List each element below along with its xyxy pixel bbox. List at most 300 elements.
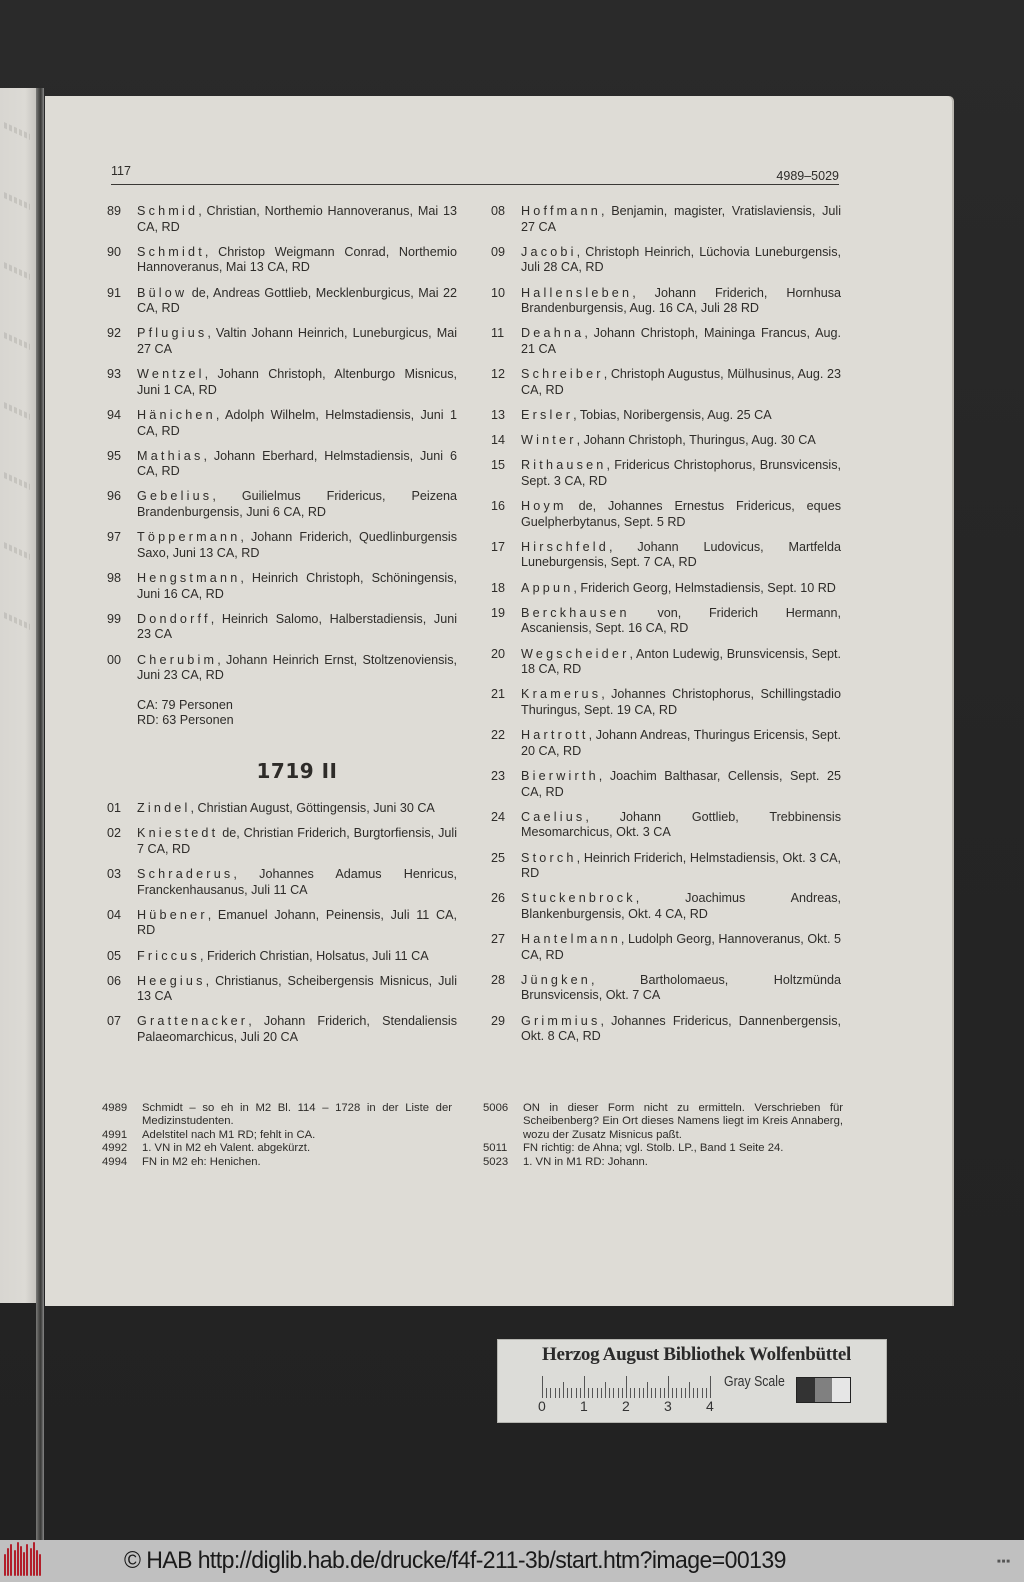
register-entry [107, 867, 457, 898]
stack-edge-mark [4, 122, 30, 140]
register-entry [107, 801, 457, 817]
logo-bar [36, 1550, 38, 1576]
register-entry [491, 932, 841, 963]
entry-surname: Pflugius [137, 326, 208, 341]
entry-text [521, 851, 841, 882]
footnote-number: 4989 [102, 1102, 128, 1114]
entry-number: 27 [491, 932, 506, 947]
entry-surname: Ersler [521, 407, 574, 422]
ruler-tick [672, 1388, 673, 1398]
entry-text [137, 204, 457, 235]
entry-details: , Joachimus Andreas, Blankenburgensis, Okt. 4 CA, RD [521, 891, 841, 921]
entry-details: , Christoph Heinrich, Lüchovia Luneburgensis, Juli 28 CA, RD [521, 244, 841, 275]
entry-text [521, 769, 841, 800]
entry-details: , Joachim Balthasar, Cellensis, Sept. 25 CA, RD [521, 768, 841, 799]
entry-details: , Emanuel Johann, Peinensis, Juli 11 CA, RD [137, 907, 457, 938]
ruler-tick [592, 1388, 593, 1398]
entry-surname: Deahna [521, 326, 585, 341]
entry-details: , Adolph Wilhelm, Helmstadiensis, Juni 1 CA, RD [137, 407, 457, 438]
entry-details: , Fridericus Christophorus, Brunsvicensis, Sept. 3 CA, RD [521, 458, 841, 488]
entry-number: 19 [491, 605, 506, 620]
entry-text [521, 932, 841, 963]
copyright-url[interactable]: © HAB http://diglib.hab.de/drucke/f4f-211-3b/start.htm?image=00139 [124, 1547, 786, 1574]
ruler-label: 4 [706, 1398, 714, 1414]
gray-scale-swatches [796, 1377, 851, 1403]
entry-details: , Johannes Adamus Henricus, Franckenhausanus, Juli 11 CA [137, 866, 457, 897]
entry-details: , Heinrich Christoph, Schöningensis, Juni 16 CA, RD [137, 571, 457, 601]
entry-text [521, 1014, 841, 1045]
section-heading: 1719 II [256, 758, 338, 783]
entry-surname: Hoffmann [521, 204, 601, 218]
entry-number: 21 [491, 687, 506, 702]
entry-text [521, 973, 841, 1004]
entry-text [137, 612, 457, 643]
right-column [491, 204, 841, 1054]
entry-surname: Berckhausen [521, 605, 630, 620]
entry-number: 23 [491, 768, 506, 783]
entry-number: 02 [107, 826, 122, 841]
entry-surname: Appun [521, 580, 574, 595]
stack-edge-mark [4, 542, 30, 560]
entry-number: 26 [491, 891, 506, 906]
entry-surname: Hallensleben [521, 285, 633, 300]
entry-details: von, Friderich Hermann, Ascaniensis, Sept. 16 CA, RD [521, 605, 841, 636]
entry-text [521, 245, 841, 276]
entry-details: , Christoph Augustus, Mülhusinus, Aug. 23 CA, RD [521, 367, 841, 397]
ruler-label: 3 [664, 1398, 672, 1414]
summary-counts [107, 698, 457, 729]
ruler-tick [668, 1376, 669, 1398]
entry-number: 14 [491, 433, 506, 448]
footer-mark: ■■■ [997, 1559, 1011, 1565]
entry-details: , Johann Ludovicus, Martfelda Luneburgensis, Sept. 7 CA, RD [521, 539, 841, 570]
stack-edge-mark [4, 192, 30, 210]
ruler-tick [643, 1388, 644, 1398]
ruler-tick [613, 1388, 614, 1398]
hab-logo-icon [4, 1544, 44, 1578]
register-entry [107, 530, 457, 561]
logo-bar [7, 1548, 9, 1576]
entry-number: 25 [491, 850, 506, 865]
entry-text [137, 367, 457, 398]
entry-details: , Johann Friderich, Hornhusa Brandenburgensis, Aug. 16 CA, Juli 28 RD [521, 285, 841, 316]
entry-surname: Hoym [521, 499, 567, 514]
entry-text [137, 286, 457, 317]
entry-details: , Christian August, Göttingensis, Juni 30 CA [190, 800, 435, 815]
entry-text [137, 908, 457, 939]
logo-bar [39, 1554, 41, 1576]
ruler-scale [542, 1376, 714, 1398]
entry-text [521, 499, 841, 530]
entry-number: 92 [107, 326, 122, 341]
entry-details: , Bartholomaeus, Holtzmünda Brunsvicensis, Okt. 7 CA [521, 972, 841, 1003]
register-entry [107, 949, 457, 965]
ruler-label: 2 [622, 1398, 630, 1414]
entry-surname: Grimmius [521, 1013, 601, 1028]
entry-surname: Winter [521, 433, 577, 448]
entry-text [521, 204, 841, 235]
gray-swatch [832, 1378, 850, 1402]
summary-ca: CA: 79 Personen [137, 697, 233, 712]
left-column [107, 204, 457, 1055]
footnote [102, 1102, 452, 1129]
register-entry [107, 612, 457, 643]
entry-surname: Schmidt [137, 244, 205, 259]
logo-bar [33, 1542, 35, 1576]
entry-details: , Johann Christoph, Altenburgo Misnicus, Juni 1 CA, RD [137, 367, 457, 397]
entry-text [137, 801, 457, 817]
entry-details: , Johann Friderich, Stendaliensis Palaeomarchicus, Juli 20 CA [137, 1014, 457, 1045]
entry-text [521, 326, 841, 357]
entry-number: 10 [491, 285, 506, 300]
ruler-label: 0 [538, 1398, 546, 1414]
logo-bar [4, 1554, 6, 1576]
color-target-card [497, 1339, 887, 1423]
register-entry [107, 326, 457, 357]
entry-text [521, 367, 841, 398]
register-entry [107, 1014, 457, 1045]
entry-text [521, 728, 841, 759]
ruler-tick [706, 1388, 707, 1398]
entry-text [137, 1014, 457, 1045]
entry-surname: Schraderus [137, 866, 234, 881]
footnote-text: FN richtig: de Ahna; vgl. Stolb. LP., Band 1 Seite 24. [523, 1142, 784, 1155]
entry-text [521, 408, 841, 424]
entry-number: 99 [107, 611, 122, 626]
footnote-number: 4994 [102, 1155, 128, 1168]
entry-number: 93 [107, 367, 122, 382]
entry-number: 03 [107, 866, 122, 881]
register-entry [491, 458, 841, 489]
register-entry [107, 908, 457, 939]
register-entry [107, 826, 457, 857]
entry-details: , Johann Andreas, Thuringus Ericensis, Sept. 20 CA, RD [521, 728, 841, 758]
footnote-number: 5006 [483, 1102, 509, 1114]
ruler-tick [618, 1388, 619, 1398]
entry-details: , Johann Christoph, Maininga Francus, Aug. 21 CA [521, 326, 841, 356]
entry-number: 16 [491, 499, 506, 514]
entry-details: , Johann Friderich, Quedlinburgensis Saxo, Juni 13 CA, RD [137, 530, 457, 560]
footnote-number: 4991 [102, 1128, 128, 1141]
entry-surname: Jacobi [521, 244, 577, 259]
ruler-tick [655, 1388, 656, 1398]
footnote [483, 1156, 843, 1169]
entry-number: 24 [491, 809, 506, 824]
entry-surname: Zindel [137, 800, 191, 815]
ruler-tick [697, 1388, 698, 1398]
register-entry [491, 540, 841, 571]
entry-surname: Hengstmann [137, 571, 241, 586]
ruler-labels [538, 1398, 728, 1416]
entry-surname: Töppermann [137, 530, 241, 545]
entry-text [137, 449, 457, 480]
entry-text [137, 867, 457, 898]
entry-surname: Hübener [137, 907, 208, 922]
ruler-tick [647, 1382, 648, 1398]
stack-edge-mark [4, 262, 30, 280]
entry-details: , Johann Heinrich Ernst, Stoltzenoviensis, Juni 23 CA, RD [137, 652, 457, 683]
ruler-tick [693, 1388, 694, 1398]
entry-details: , Anton Ludewig, Brunsvicensis, Sept. 18 CA, RD [521, 646, 841, 677]
entry-text [137, 653, 457, 684]
register-entry [491, 245, 841, 276]
entry-number: 15 [491, 458, 506, 473]
entry-number: 89 [107, 204, 122, 218]
ruler-tick [651, 1388, 652, 1398]
register-entry [107, 286, 457, 317]
register-entry [491, 606, 841, 637]
ruler-tick [609, 1388, 610, 1398]
entry-surname: Schmid [137, 204, 199, 218]
ruler-tick [546, 1388, 547, 1398]
entry-details: , Ludolph Georg, Hannoveranus, Okt. 5 CA, RD [521, 932, 841, 962]
entry-surname: Caelius [521, 809, 586, 824]
ruler-tick [626, 1376, 627, 1398]
page-number: 117 [111, 164, 131, 178]
entry-number: 94 [107, 407, 122, 422]
register-entry [107, 367, 457, 398]
entry-text [521, 433, 841, 449]
footnote-number: 5023 [483, 1155, 509, 1168]
ruler-tick [605, 1382, 606, 1398]
ruler-tick [597, 1388, 598, 1398]
entry-number: 13 [491, 407, 506, 422]
logo-bar [20, 1546, 22, 1576]
footnote-text: Schmidt – so eh in M2 Bl. 114 – 1728 in der Liste der Medizinstudenten. [142, 1102, 452, 1128]
entry-number: 95 [107, 448, 122, 463]
entry-text [137, 489, 457, 520]
entry-surname: Wegscheider [521, 646, 630, 661]
register-entry [491, 647, 841, 678]
ruler-tick [563, 1382, 564, 1398]
entry-text [521, 687, 841, 718]
register-entry [491, 851, 841, 882]
entry-surname: Hantelmann [521, 932, 621, 947]
entry-text [521, 286, 841, 317]
entry-surname: Kniestedt [137, 826, 219, 841]
register-entry [491, 581, 841, 597]
entry-details: , Guilielmus Fridericus, Peizena Brandenburgensis, Juni 6 CA, RD [137, 489, 457, 520]
ruler-tick [639, 1388, 640, 1398]
register-entry [491, 1014, 841, 1045]
footnotes-left [102, 1102, 452, 1169]
entry-text [521, 606, 841, 637]
footnote [102, 1156, 452, 1169]
register-entry [491, 891, 841, 922]
register-entry [491, 408, 841, 424]
ruler-tick [555, 1388, 556, 1398]
register-entry [107, 408, 457, 439]
running-head [111, 162, 839, 185]
gray-swatch [815, 1378, 833, 1402]
ruler-tick [681, 1388, 682, 1398]
entry-range: 4989–5029 [776, 169, 839, 183]
entry-details: , Heinrich Salomo, Halberstadiensis, Juni 23 CA [137, 611, 457, 642]
entry-text [521, 581, 841, 597]
gray-scale-label: Gray Scale [724, 1373, 785, 1390]
footer-bar [0, 1540, 1024, 1582]
footnote-text: ON in dieser Form nicht zu ermitteln. Verschrieben für Scheibenberg? Ein Ort dieses Namens liegt im Kreis Annaberg, wozu der Zusatz Misnicus paßt. [523, 1102, 843, 1141]
ruler-tick [542, 1376, 543, 1398]
register-entry [107, 653, 457, 684]
entry-surname: Storch [521, 850, 577, 865]
entry-details: de, Johannes Ernestus Fridericus, eques Guelpherbytanus, Sept. 5 RD [521, 499, 841, 529]
entry-number: 90 [107, 244, 122, 259]
logo-bar [10, 1544, 12, 1576]
entry-details: , Valtin Johann Heinrich, Luneburgicus, Mai 27 CA [137, 326, 457, 356]
entry-number: 22 [491, 728, 506, 743]
register-entry [107, 245, 457, 276]
entry-number: 04 [107, 907, 122, 922]
ruler-tick [710, 1376, 711, 1398]
entry-surname: Friccus [137, 948, 200, 963]
logo-bar [17, 1542, 19, 1576]
logo-bar [14, 1550, 16, 1576]
entry-number: 12 [491, 367, 506, 382]
register-entry [107, 571, 457, 602]
register-entry [107, 489, 457, 520]
entry-details: , Heinrich Friderich, Helmstadiensis, Okt. 3 CA, RD [521, 850, 841, 881]
summary-rd: RD: 63 Personen [137, 713, 234, 728]
entry-text [137, 826, 457, 857]
entry-number: 91 [107, 285, 122, 300]
entry-number: 98 [107, 571, 122, 586]
ruler-tick [664, 1388, 665, 1398]
footnote [483, 1102, 843, 1142]
entry-number: 17 [491, 539, 506, 554]
entry-text [521, 810, 841, 841]
register-entry [107, 204, 457, 235]
entry-text [521, 647, 841, 678]
book-binding [36, 88, 44, 1540]
entry-text [521, 458, 841, 489]
register-entry [491, 326, 841, 357]
entry-number: 96 [107, 489, 122, 504]
entry-surname: Grattenacker [137, 1014, 249, 1029]
entry-details: , Johann Gottlieb, Trebbinensis Mesomarchicus, Okt. 3 CA [521, 809, 841, 840]
register-entry [491, 769, 841, 800]
entry-text [137, 408, 457, 439]
entry-details: , Christop Weigmann Conrad, Northemio Hannoveranus, Mai 13 CA, RD [137, 244, 457, 275]
entry-number: 07 [107, 1014, 122, 1029]
entry-list-1719-ii [107, 801, 457, 1046]
ruler-tick [571, 1388, 572, 1398]
ruler-tick [550, 1388, 551, 1398]
entry-text [521, 891, 841, 922]
entry-number: 08 [491, 204, 506, 218]
entry-text [137, 974, 457, 1005]
ruler-tick [559, 1388, 560, 1398]
entry-details: , Benjamin, magister, Vratislaviensis, Juli 27 CA [521, 204, 841, 234]
ruler-tick [634, 1388, 635, 1398]
register-entry [491, 433, 841, 449]
entry-surname: Hänichen [137, 407, 216, 422]
ruler-tick [622, 1388, 623, 1398]
entry-details: , Johannes Fridericus, Dannenbergensis, Okt. 8 CA, RD [521, 1013, 841, 1044]
entry-surname: Wentzel [137, 367, 205, 382]
entry-surname: Bierwirth [521, 768, 599, 783]
register-entry [491, 499, 841, 530]
stack-edge-mark [4, 472, 30, 490]
footnote-text: 1. VN in M1 RD: Johann. [523, 1155, 648, 1168]
left-page-stack [0, 88, 36, 1303]
entry-details: , Johann Eberhard, Helmstadiensis, Juni 6 CA, RD [137, 448, 457, 479]
register-entry [107, 974, 457, 1005]
entry-surname: Jüngken [521, 972, 592, 987]
ruler-tick [702, 1388, 703, 1398]
entry-details: , Tobias, Noribergensis, Aug. 25 CA [573, 407, 772, 422]
entry-details: , Christian, Northemio Hannoveranus, Mai 13 CA, RD [137, 204, 457, 234]
entry-surname: Dondorff [137, 611, 211, 626]
entry-text [137, 571, 457, 602]
ruler-tick [567, 1388, 568, 1398]
entry-text [137, 326, 457, 357]
gray-swatch [797, 1378, 815, 1402]
entry-number: 97 [107, 530, 122, 545]
entry-details: de, Andreas Gottlieb, Mecklenburgicus, Mai 22 CA, RD [137, 285, 457, 316]
ruler-tick [630, 1388, 631, 1398]
register-entry [491, 810, 841, 841]
entry-surname: Rithausen [521, 458, 607, 473]
entry-number: 11 [491, 326, 505, 341]
entry-text [521, 540, 841, 571]
footnote-text: 1. VN in M2 eh Valent. abgekürzt. [142, 1142, 311, 1155]
ruler-tick [584, 1376, 585, 1398]
entry-surname: Heegius [137, 973, 206, 988]
entry-number: 20 [491, 646, 506, 661]
ruler-tick [689, 1382, 690, 1398]
entry-text [137, 245, 457, 276]
ruler-tick [601, 1388, 602, 1398]
ruler-tick [576, 1388, 577, 1398]
footnote-number: 5011 [483, 1142, 508, 1155]
footnotes-right [483, 1102, 843, 1169]
logo-bar [30, 1548, 32, 1576]
entry-surname: Schreiber [521, 367, 604, 382]
footnote-number: 4992 [102, 1142, 128, 1155]
footnote [483, 1142, 843, 1155]
entry-surname: Kramerus [521, 687, 602, 702]
register-entry [491, 687, 841, 718]
institution-name: Herzog August Bibliothek Wolfenbüttel [542, 1344, 851, 1365]
entry-surname: Gebelius [137, 489, 213, 504]
register-entry [107, 449, 457, 480]
entry-details: , Christianus, Scheibergensis Misnicus, Juli 13 CA [137, 973, 457, 1004]
entry-list-1719-ii-cont [491, 204, 841, 1045]
register-entry [491, 367, 841, 398]
entry-surname: Bülow [137, 285, 188, 300]
logo-bar [26, 1544, 28, 1576]
entry-text [137, 949, 457, 965]
ruler-label: 1 [580, 1398, 588, 1414]
footnote-text: FN in M2 eh: Henichen. [142, 1155, 261, 1168]
entry-details: de, Christian Friderich, Burgtorfiensis, Juli 7 CA, RD [137, 826, 457, 856]
entry-details: , Johannes Christophorus, Schillingstadio Thuringus, Sept. 19 CA, RD [521, 687, 841, 717]
entry-details: , Johann Christoph, Thuringus, Aug. 30 CA [576, 433, 816, 448]
register-entry [491, 286, 841, 317]
ruler-tick [588, 1388, 589, 1398]
entry-number: 29 [491, 1013, 506, 1028]
entry-surname: Hartrott [521, 728, 589, 743]
entry-surname: Mathias [137, 448, 204, 463]
entry-number: 01 [107, 800, 122, 815]
register-entry [491, 973, 841, 1004]
logo-bar [23, 1552, 25, 1576]
ruler-tick [676, 1388, 677, 1398]
stack-edge-mark [4, 332, 30, 350]
footnote-text: Adelstitel nach M1 RD; fehlt in CA. [142, 1128, 316, 1141]
entry-details: , Friderich Christian, Holsatus, Juli 11 CA [199, 948, 429, 963]
